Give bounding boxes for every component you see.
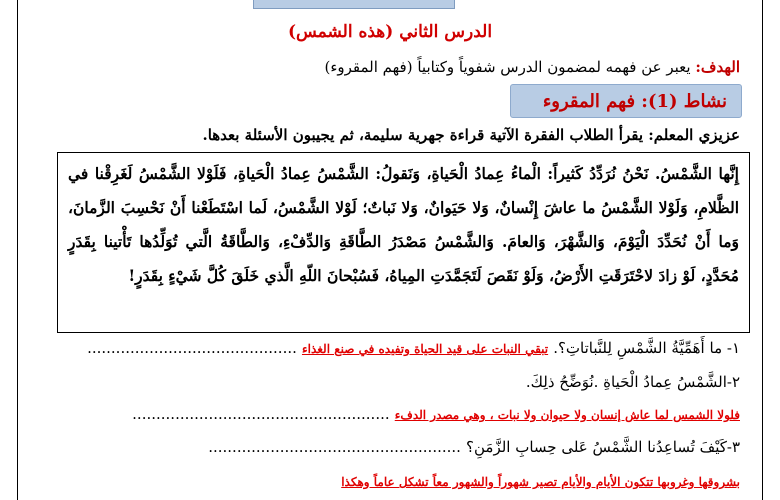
goal-label: الهدف: [695,58,740,76]
answer-2: فلولا الشمس لما عاش إنسان ولا حيوان ولا نبات ، وهي مصدر الدفء [394,408,740,422]
activity-heading: نشاط (1): فهم المقروء [510,84,742,118]
answer-3-row [40,471,740,490]
answer-line-3: ..................................................... [208,438,461,456]
question-2 [40,372,740,391]
question-3-text: ٣-كَيْفَ تُساعِدُنا الشَّمْسُ عَلى حِسابِ الزَّمَنِ؟ [466,438,740,456]
answer-line-2: ...................................................... [132,405,390,423]
answer-line-1: ............................................ [87,339,297,357]
question-1-text: ١- ما أَهَمِّيَّةُ الشَّمْسِ لِلنَّباتاتِ؟. [553,339,740,357]
answer-1: تبقي النبات على قيد الحياة وتفيده في صنع الغذاء [301,342,549,356]
question-1 [40,338,740,357]
goal-line [324,58,740,76]
header-tab [253,0,455,9]
left-margin-line [17,0,18,500]
teacher-instruction: عزيزي المعلم: يقرأ الطلاب الفقرة الآتية قراءة جهرية سليمة، ثم يجيبون الأسئلة بعدها. [202,126,740,144]
question-3 [40,437,740,456]
reading-passage: إِنَّها الشَّمْسُ. نَحْنُ نُرَدِّدُ كَثيراً: الْماءُ عِمادُ الْحَياةِ، وَنَقولُ: الشَّمْسُ عِمادُ الْحَياةِ، فَلَوْلا الشَّمْسُ لَغَرِقْنا في الظَّلامِ، وَلَوْلا الشَّمْسُ ما عاشَ إِنْسانٌ، وَلا حَيَوانٌ، وَلا نَباتٌ؛ لَوْلا الشَّمْسُ، لَما اسْتَطَعْنا أَنْ نَحْسِبَ الزَّمانَ، وَما أَنْ نُحَدِّدَ الْيَوْمَ، وَالشَّهْرَ، وَالعامَ. وَالشَّمْسُ مَصْدَرُ الطَّاقَةِ وَالدِّفْءِ، وَالطَّاقَةُ الَّتي تُوَلِّدُها تَأْتينا بِقَدَرٍ مُحَدَّدٍ، لَوْ زادَ لاحْتَرَقَتِ الأَرْضُ، وَلَوْ نَقَصَ لَتَجَمَّدَتِ المِياهُ، فَسُبْحانَ اللّهِ الَّذي خَلَقَ كُلَّ شَيْءٍ بِقَدَرٍ! [57,152,750,333]
lesson-title: الدرس الثاني (هذه الشمس) [287,22,493,42]
question-2-text: ٢-الشَّمْسُ عِمادُ الْحَياةِ .نُوَضِّحُ ذلِكَ. [525,373,740,391]
answer-2-row [40,404,740,423]
right-margin-line [762,0,763,500]
goal-text: يعبر عن فهمه لمضمون الدرس شفوياً وكتابياً (فهم المقروء) [324,58,696,76]
answer-3: بشروقها وغروبها تتكون الأيام والأيام تصير شهوراً والشهور معاً تشكل عاماً وهكذا [341,475,740,489]
